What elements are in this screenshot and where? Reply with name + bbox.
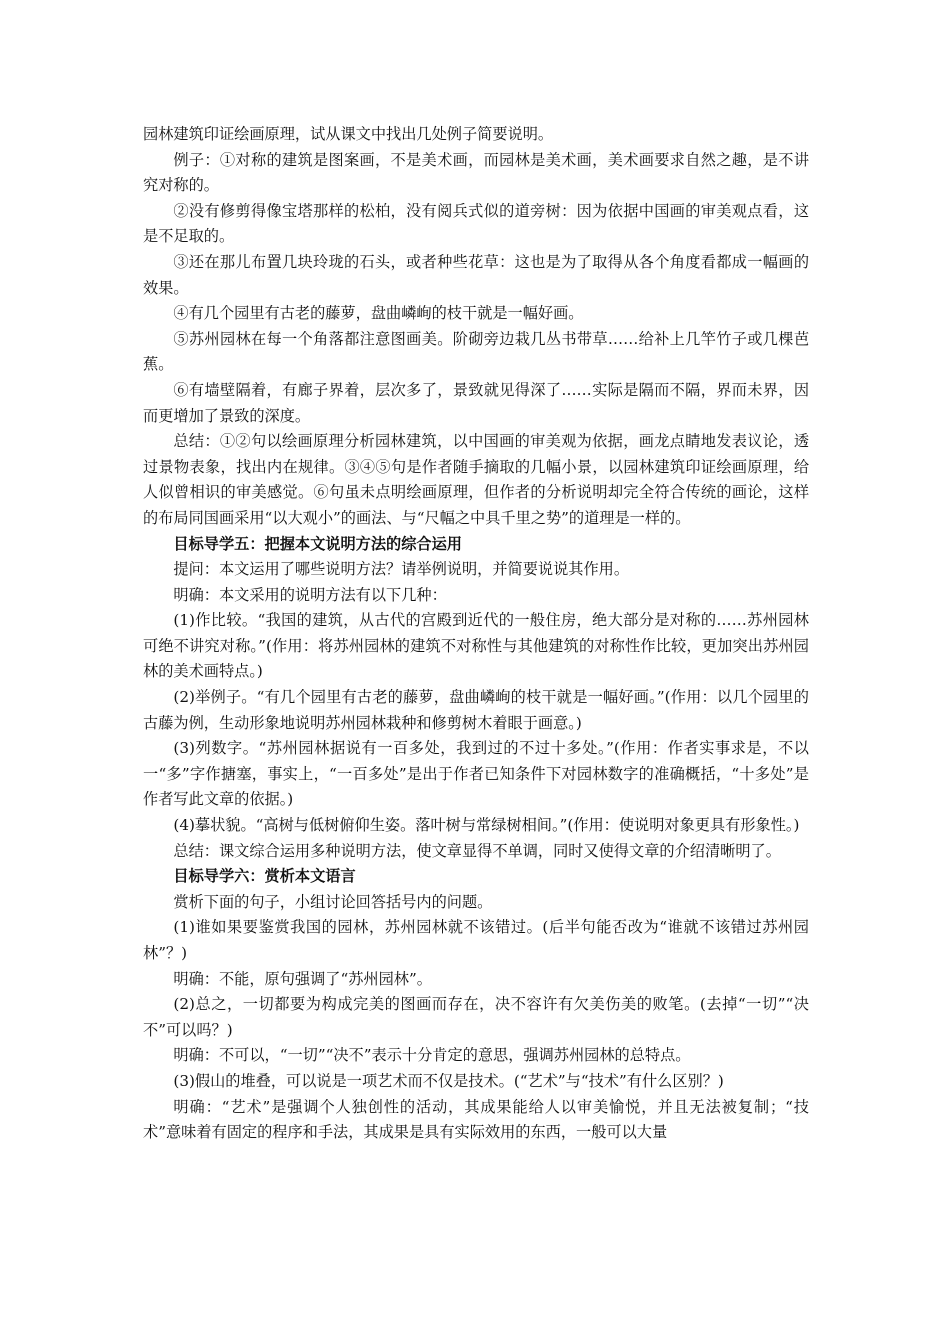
- example-paragraph: ③还在那儿布置几块玲珑的石头，或者种些花草：这也是为了取得从各个角度看都成一幅画的效果。: [143, 252, 809, 297]
- section-heading-goal-6: 目标导学六：赏析本文语言: [173, 867, 356, 886]
- summary-paragraph: 总结：课文综合运用多种说明方法，使文章显得不单调，同时又使得文章的介绍清晰明了。: [173, 841, 781, 860]
- answer-paragraph: 明确：不能，原句强调了“苏州园林”。: [173, 969, 432, 988]
- method-item: (2)举例子。“有几个园里有古老的藤萝，盘曲嶙峋的枝干就是一幅好画。”(作用：以几个园里的古藤为例，生动形象地说明苏州园林栽种和修剪树木着眼于画意。): [143, 688, 809, 732]
- method-item: (4)摹状貌。“高树与低树俯仰生姿。落叶树与常绿树相间。”(作用：使说明对象更具有形象性。): [173, 816, 800, 835]
- answer-paragraph: 明确：“艺术”是强调个人独创性的活动，其成果能给人以审美愉悦，并且无法被复制；“技术”意味着有固定的程序和手法，其成果是具有实际效用的东西，一般可以大量: [143, 1097, 809, 1142]
- answer-paragraph: 明确：本文采用的说明方法有以下几种：: [173, 585, 447, 604]
- instruction-paragraph: 赏析下面的句子，小组讨论回答括号内的问题。: [173, 892, 493, 911]
- example-paragraph: ⑥有墙壁隔着，有廊子界着，层次多了，景致就见得深了……实际是隔而不隔，界而未界，因而更增加了景致的深度。: [143, 380, 809, 425]
- method-item: (3)列数字。“苏州园林据说有一百多处，我到过的不过十多处。”(作用：作者实事求是，不以一“多”字作搪塞，事实上，“一百多处”是出于作者已知条件下对园林数字的准确概括，“十多处”是作者写此文章的依据。): [143, 739, 809, 809]
- sentence-question: (2)总之，一切都要为构成完美的图画而存在，决不容许有欠美伤美的败笔。(去掉“一切”“决不”可以吗？): [143, 995, 809, 1039]
- method-item: (1)作比较。“我国的建筑，从古代的宫殿到近代的一般住房，绝大部分是对称的……苏州园林可绝不讲究对称。”(作用：将苏州园林的建筑不对称性与其他建筑的对称性作比较，更加突出苏州园林的美术画特点。): [143, 611, 809, 681]
- sentence-question: (3)假山的堆叠，可以说是一项艺术而不仅是技术。(“艺术”与“技术”有什么区别？): [173, 1071, 724, 1090]
- summary-paragraph: 总结：①②句以绘画原理分析园林建筑，以中国画的审美观为依据，画龙点睛地发表议论，透过景物表象，找出内在规律。③④⑤句是作者随手摘取的几幅小景，以园林建筑印证绘画原理，给人似曾相识的审美感觉。⑥句虽未点明绘画原理，但作者的分析说明却完全符合传统的画论，这样的布局同国画采用“以大观小”的画法、与“尺幅之中具千里之势”的道理是一样的。: [143, 432, 809, 527]
- section-heading-goal-5: 目标导学五：把握本文说明方法的综合运用: [173, 534, 462, 553]
- answer-paragraph: 明确：不可以，“一切”“决不”表示十分肯定的意思，强调苏州园林的总特点。: [173, 1046, 691, 1065]
- question-paragraph: 提问：本文运用了哪些说明方法？请举例说明，并简要说说其作用。: [173, 560, 630, 579]
- intro-question: 园林建筑印证绘画原理，试从课文中找出几处例子简要说明。: [143, 125, 554, 143]
- example-paragraph: ⑤苏州园林在每一个角落都注意图画美。阶砌旁边栽几丛书带草……给补上几竿竹子或几棵芭蕉。: [143, 329, 809, 374]
- document-page: [143, 122, 809, 1146]
- example-paragraph: 例子：①对称的建筑是图案画，不是美术画，而园林是美术画，美术画要求自然之趣，是不讲究对称的。: [143, 150, 809, 195]
- example-paragraph: ②没有修剪得像宝塔那样的松柏，没有阅兵式似的道旁树：因为依据中国画的审美观点看，这是不足取的。: [143, 201, 809, 246]
- example-paragraph: ④有几个园里有古老的藤萝，盘曲嶙峋的枝干就是一幅好画。: [173, 304, 584, 323]
- sentence-question: (1)谁如果要鉴赏我国的园林，苏州园林就不该错过。(后半句能否改为“谁就不该错过苏州园林”？): [143, 918, 809, 962]
